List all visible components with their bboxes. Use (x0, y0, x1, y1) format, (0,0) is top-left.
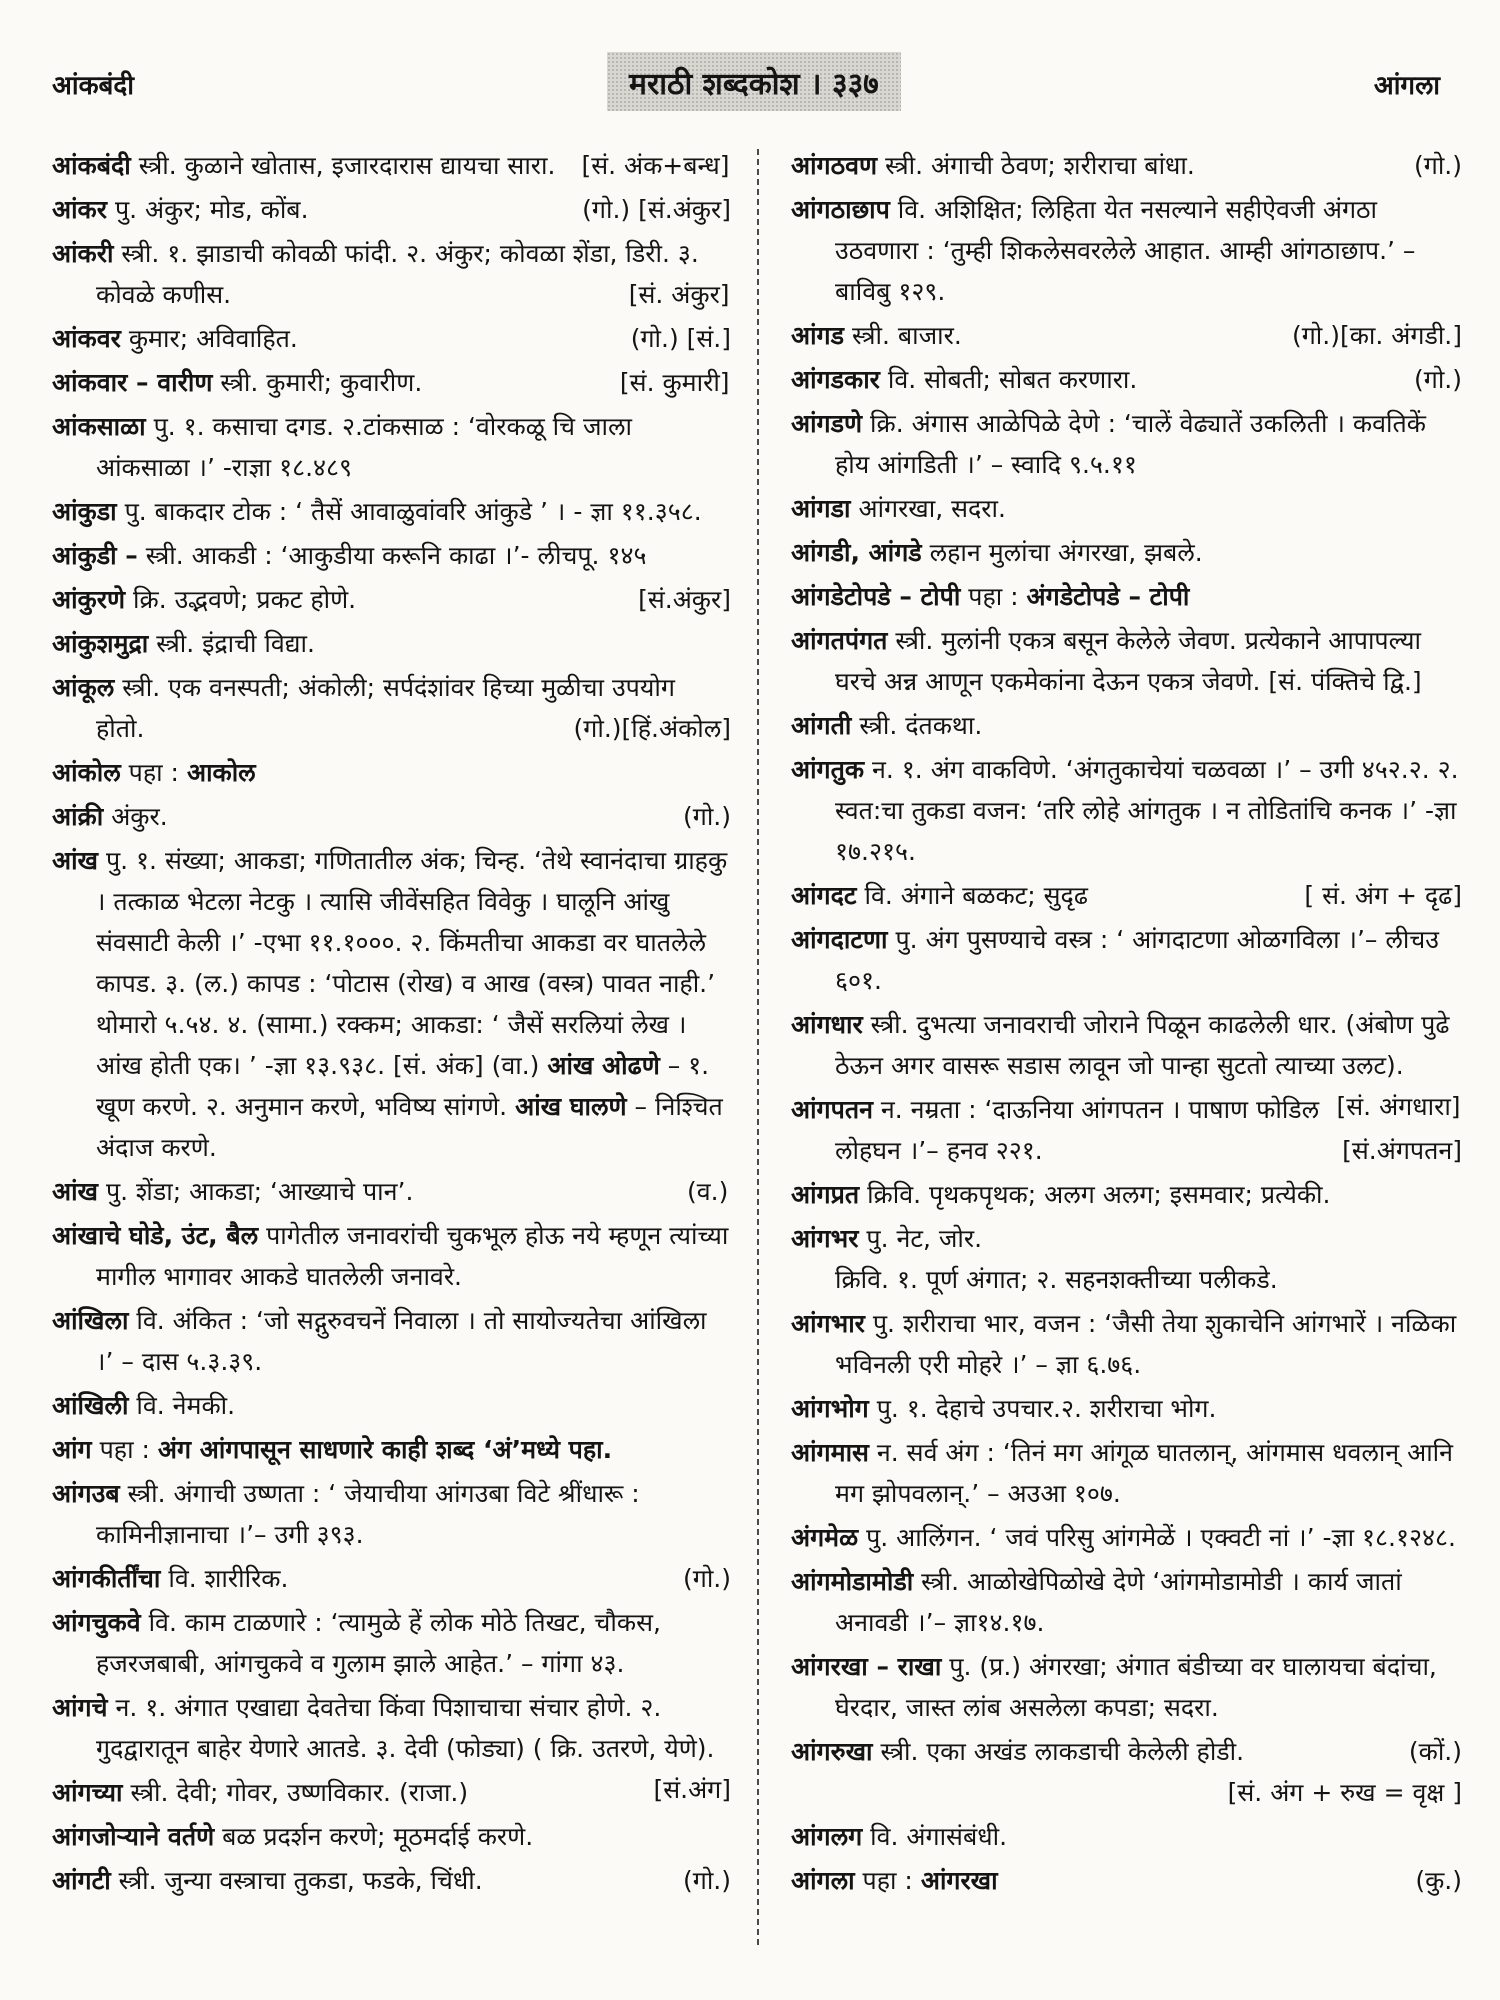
dict-entry (791, 1432, 1462, 1514)
page-header (0, 0, 1500, 111)
dict-entry (52, 491, 731, 532)
dict-entry (52, 840, 731, 1168)
entry-body: स्त्री. मुलांनी एकत्र बसून केलेले जेवण. प्रत्येकाने आपापल्या घरचे अन्न आणून एकमेकांना देऊन एकत्र जेवणे. [सं. पंक्तिचे द्वि.] (835, 626, 1422, 696)
dict-entry (52, 579, 731, 620)
entry-body: वि. काम टाळणारे : ‘त्यामुळे हें लोक मोठे तिखट, चौकस, हजरजबाबी, आंगचुकवे व गुलाम झाले आहेत.’ – गांगा ४३. (96, 1608, 661, 1678)
dict-entry (52, 1602, 731, 1684)
entry-headword: आंक्री (52, 802, 104, 831)
entry-body: वि. अंगासंबंधी. (870, 1822, 1008, 1851)
entry-body: क्रिवि. पृथकपृथक; अलग अलग; इसमवार; प्रत्येकी. (867, 1180, 1331, 1209)
entry-body: स्त्री. आकडी : ‘आकुडीया करूनि काढा ।’- लीचपू. १४५ (145, 541, 647, 570)
entry-body: स्त्री. बाजार. (851, 321, 962, 350)
entry-tag: (गो.) (682, 802, 731, 831)
entry-headword: आंगदाटणा (791, 925, 888, 954)
dict-entry (52, 189, 731, 230)
entry-body: वि. नेमकी. (136, 1391, 236, 1420)
entry-body: स्त्री. इंद्राची विद्या. (156, 629, 315, 658)
entry-tag: (कों.) (1408, 1737, 1462, 1766)
dict-entry (791, 403, 1462, 485)
entry-tag: (कु.) (1415, 1866, 1462, 1895)
entry-tag: [सं. अंक+बन्ध] (581, 151, 730, 180)
entry-body: पु. १. कसाचा दगड. २.टांकसाळ : ‘वोरकळू चि जाला आंकसाळा ।’ -राज्ञा १८.४८९ (96, 412, 632, 482)
entry-body: पहा : अंगडेटोपडे – टोपी (968, 582, 1190, 611)
entry-body: अंकुर. (111, 802, 168, 831)
entry-headword: आंगतपंगत (791, 626, 888, 655)
dict-entry (791, 145, 1462, 186)
entry-headword: आंकुशमुद्रा (52, 629, 149, 658)
entry-headword: आंगती (791, 711, 852, 740)
entry-headword: अंगमेळ (791, 1523, 859, 1552)
dict-entry (791, 1218, 1462, 1300)
entry-tag: (गो.)[हिं.अंकोल] (573, 714, 731, 743)
dict-entry (52, 796, 731, 837)
dict-entry (52, 1215, 731, 1297)
entry-headword: आंगभोग (791, 1394, 869, 1423)
dict-entry (52, 1816, 731, 1857)
entry-headword: आंगठवण (791, 151, 878, 180)
dict-entry (791, 189, 1462, 312)
entry-body: स्त्री. १. झाडाची कोवळी फांदी. २. अंकुर; कोवळा शेंडा, डिरी. ३. कोवळे कणीस. (96, 239, 699, 309)
entry-headword: आंगडकार (791, 365, 880, 394)
entry-headword: आंगलग (791, 1822, 863, 1851)
dict-entry (52, 535, 731, 576)
entry-body: स्त्री. एक वनस्पती; अंकोली; सर्पदंशांवर हिच्या मुळीचा उपयोग होतो. (96, 673, 675, 743)
dict-entry (791, 1816, 1462, 1857)
entry-body: स्त्री. अंगाची ठेवण; शरीराचा बांधा. (885, 151, 1195, 180)
entry-body: पु. शरीराचा भार, वजन : ‘जैसी तेया शुकाचेनि आंगभारें । नळिका भविनली एरी मोहरे ।’ – ज्ञा ६.७६. (835, 1309, 1457, 1379)
entry-headword: आंगठाछाप (791, 195, 890, 224)
entry-body: पु. नेट, जोर. क्रिवि. १. पूर्ण अंगात; २. सहनशक्तीच्या पलीकडे. (835, 1224, 1278, 1294)
entry-headword: आंगकीर्तींचा (52, 1564, 161, 1593)
dict-entry (52, 233, 731, 315)
entry-body: न. १. अंगात एखाद्या देवतेचा किंवा पिशाचाचा संचार होणे. २. गुदद्वारातून बाहेर येणारे आतडे. ३. देवी (फोड्या) ( क्रि. उतरणे, येणे). (96, 1693, 715, 1763)
entry-tag: (गो.) (1413, 151, 1462, 180)
entry-body: न. १. अंग वाकविणे. ‘अंगतुकाचेयां चळवळा ।’ – उगी ४५२.२. २. स्वत:चा तुकडा वजन: ‘तरि लोहे आंगतुक । न तोडितांचि कनक ।’ -ज्ञा १७.२१५. (835, 755, 1459, 866)
dict-entry (791, 315, 1462, 356)
entry-body: वि. अंगाने बळकट; सुदृढ (864, 881, 1088, 910)
dict-entry (52, 362, 731, 403)
entry-headword: आंगचुकवे (52, 1608, 141, 1637)
entry-body: स्त्री. कुळाने खोतास, इजारदारास द्यायचा सारा. (138, 151, 556, 180)
entry-headword: आंखिला (52, 1306, 129, 1335)
entry-headword: आंकर (52, 195, 107, 224)
entry-headword: आंगला (791, 1866, 855, 1895)
dict-entry (791, 1731, 1462, 1813)
dict-entry (791, 875, 1462, 916)
entry-body: न. नम्रता : ‘दाऊनिया आंगपतन । पाषाण फोडिल लोहघन ।’– हनव २२१. (835, 1095, 1320, 1165)
columns-container (0, 111, 1500, 1945)
entry-headword: आंकूल (52, 673, 115, 702)
dict-entry (791, 1517, 1462, 1558)
dict-entry (791, 532, 1462, 573)
entry-tag: [ सं. अंग + दृढ] (1304, 881, 1462, 910)
entry-headword: आंगतुक (791, 755, 865, 784)
entry-body: वि. सोबती; सोबत करणारा. (887, 365, 1138, 394)
entry-headword: आंगच्या (52, 1778, 123, 1807)
dict-entry (791, 620, 1462, 702)
entry-etymology: [सं. अंग + रुख = वृक्ष ] (1227, 1778, 1462, 1807)
dict-entry (52, 406, 731, 488)
entry-body: स्त्री. आळोखेपिळोखे देणे ‘आंगमोडामोडी । कार्य जातां अनावडी ।’– ज्ञा१४.१७. (835, 1567, 1402, 1637)
entry-body: क्रि. अंगास आळेपिळे देणे : ‘चालें वेढ्यातें उकलिती । कवतिकें होय आंगडिती ।’ – स्वादि ९.५.११ (835, 409, 1426, 479)
entry-headword: आंगधार (791, 1010, 863, 1039)
dict-entry (791, 488, 1462, 529)
entry-body: लहान मुलांचा अंगरखा, झबले. (929, 538, 1203, 567)
guide-word-left: आंकबंदी (52, 71, 134, 101)
entry-body: न. सर्व अंग : ‘तिनं मग आंगूळ घातलान्, आंगमास धवलान् आनि मग झोपवलान्.’ – अउआ १०७. (835, 1438, 1454, 1508)
entry-tag: (गो.) [सं.] (630, 324, 731, 353)
dict-entry (791, 359, 1462, 400)
entry-body: स्त्री. कुमारी; कुवारीण. (220, 368, 423, 397)
entry-headword: आंगडेटोपडे – टोपी (791, 582, 961, 611)
entry-body: क्रि. उद्भवणे; प्रकट होणे. (133, 585, 357, 614)
entry-headword: आंगडा (791, 494, 851, 523)
entry-tag: [सं. कुमारी] (619, 368, 730, 397)
dict-entry (52, 1860, 731, 1901)
entry-body: स्त्री. दुभत्या जनावराची जोराने पिळून काढलेली धार. (अंबोण पुढे ठेऊन अगर वासरू सडास लावून जो पान्हा सुटतो त्याच्या उलट). (835, 1010, 1450, 1080)
entry-headword: आंख (52, 1177, 99, 1206)
entry-body: वि. शारीरिक. (168, 1564, 289, 1593)
dict-entry (791, 1561, 1462, 1643)
dict-entry (791, 576, 1462, 617)
entry-headword: आंगभर (791, 1224, 859, 1253)
entry-body: पहा : आकोल (128, 758, 256, 787)
dict-entry (52, 1473, 731, 1555)
left-column (52, 145, 757, 1945)
entry-headword: आंखाचे घोडे, उंट, बैल (52, 1221, 259, 1250)
dict-entry (52, 1772, 731, 1813)
entry-headword: आंगमास (791, 1438, 869, 1467)
entry-body: पहा : अंग आंगपासून साधणारे काही शब्द ‘अं’मध्ये पहा. (99, 1435, 613, 1464)
right-column (759, 145, 1462, 1945)
entry-body: स्त्री. एका अखंड लाकडाची केलेली होडी. (880, 1737, 1245, 1766)
entry-headword: आंकवर (52, 324, 121, 353)
entry-headword: आंगउब (52, 1479, 120, 1508)
entry-body: स्त्री. दंतकथा. (859, 711, 983, 740)
entry-headword: आंगरुखा (791, 1737, 873, 1766)
dict-entry (52, 1429, 731, 1470)
entry-body: पागेतील जनावरांची चुकभूल होऊ नये म्हणून त्यांच्या मागील भागावर आकडे घातलेली जनावरे. (96, 1221, 729, 1291)
entry-headword: आंख (52, 846, 99, 875)
entry-headword: आंकोल (52, 758, 121, 787)
entry-body: पु. अंकुर; मोड, कोंब. (114, 195, 309, 224)
entry-headword: आंकसाळा (52, 412, 146, 441)
entry-body: कुमार; अविवाहित. (128, 324, 298, 353)
entry-headword: आंगपतन (791, 1095, 873, 1124)
dict-entry (791, 705, 1462, 746)
entry-headword: आंगमोडामोडी (791, 1567, 914, 1596)
entry-headword: आंग (52, 1435, 92, 1464)
entry-tag: [सं. अंगधारा] (1336, 1092, 1461, 1121)
entry-headword: आंखिली (52, 1391, 129, 1420)
dict-entry (52, 1385, 731, 1426)
entry-tag: [सं.अंकुर] (638, 585, 731, 614)
dict-entry (52, 623, 731, 664)
entry-body: पु. शेंडा; आकडा; ‘आख्याचे पान’. (105, 1177, 414, 1206)
entry-body: वि. अशिक्षित; लिहिता येत नसल्याने सहीऐवजी अंगठा उठवणारा : ‘तुम्ही शिकलेसवरलेले आहात. आम्ही आंगठाछाप.’ – बाविबु १२९. (835, 195, 1416, 306)
entry-tag: [सं.अंग] (653, 1775, 731, 1804)
dict-entry (791, 749, 1462, 872)
entry-headword: आंगडणे (791, 409, 863, 438)
dict-entry (52, 318, 731, 359)
entry-tag: (गो.)[का. अंगडी.] (1291, 321, 1462, 350)
dict-entry: आंख पु. शेंडा; आकडा; ‘आख्याचे पान’. (व.) (52, 1177, 729, 1206)
entry-body: पहा : आंगरखा (862, 1866, 998, 1895)
entry-headword: आंकुरणे (52, 585, 126, 614)
entry-headword: आंगप्रत (791, 1180, 860, 1209)
entry-tag: (गो.) (1413, 365, 1462, 394)
entry-tag: [सं.अंगपतन] (1342, 1136, 1462, 1165)
page-title: मराठी शब्दकोश । ३३७ (607, 52, 901, 111)
entry-headword: आंगजोऱ्याने वर्तणे (52, 1822, 215, 1851)
dict-entry (52, 667, 731, 749)
entry-body: पु. बाकदार टोक : ‘ तैसें आवाळुवांवरि आंकुडे ’ । - ज्ञा ११.३५८. (124, 497, 702, 526)
entry-body: पु. अंग पुसण्याचे वस्त्र : ‘ आंगदाटणा ओळगविला ।’– लीचउ ६०१. (835, 925, 1439, 995)
guide-word-right: आंगला (1373, 71, 1440, 101)
entry-headword: आंकुडी – (52, 541, 138, 570)
entry-headword: आंगड (791, 321, 845, 350)
entry-body: वि. अंकित : ‘जो सद्गुरुवचनें निवाला । तो सायोज्यतेचा आंखिला ।’ – दास ५.३.३९. (96, 1306, 707, 1376)
entry-body: स्त्री. देवी; गोवर, उष्णविकार. (राजा.) (130, 1778, 469, 1807)
entry-body: स्त्री. जुन्या वस्त्राचा तुकडा, फडके, चिंधी. (118, 1866, 483, 1895)
entry-body: पु. १. संख्या; आकडा; गणितातील अंक; चिन्ह. ‘तेथे स्वानंदाचा ग्राहकु । तत्काळ भेटला नेटकु । त्यासि जीवेंसहित विवेकु । घालूनि आंखु संवसाटी केली ।’ -एभा ११.१०००. २. किंमतीचा आकडा वर घातलेले कापड. ३. (ल.) कापड : ‘पोटास (रोख) व आख (वस्त्र) पावत नाही.’ थोमारो ५.५४. ४. (सामा.) रक्कम; आकडा: ‘ जैसें सरलियां लेख । आंख होती एक। ’ -ज्ञा १३.९३८. [सं. अंक] (वा.) आंख ओढणे – १. खूण करणे. २. अनुमान करणे, भविष्य सांगणे. आंख घालणे – निश्चित अंदाज करणे. (96, 846, 728, 1162)
entry-headword: आंगभार (791, 1309, 865, 1338)
entry-headword: आंकबंदी (52, 151, 131, 180)
dict-entry (791, 1646, 1462, 1728)
entry-headword: आंगचे (52, 1693, 108, 1722)
dict-entry (52, 1300, 731, 1382)
entry-body: पु. १. देहाचे उपचार.२. शरीराचा भोग. (876, 1394, 1217, 1423)
dict-entry (791, 1174, 1462, 1215)
dict-entry (52, 752, 731, 793)
entry-headword: आंगदट (791, 881, 857, 910)
entry-headword: आंकवार – वारीण (52, 368, 213, 397)
dict-entry (791, 1860, 1462, 1901)
entry-tag: (गो.) [सं.अंकुर] (582, 195, 731, 224)
entry-headword: आंगरखा – राखा (791, 1652, 942, 1681)
entry-headword: आंकरी (52, 239, 114, 268)
entry-tag: (गो.) (682, 1564, 731, 1593)
entry-body: पु. आलिंगन. ‘ जवं परिसु आंगमेळें । एक्वटी नां ।’ -ज्ञा १८.१२४८. (866, 1523, 1456, 1552)
entry-headword: आंकुडा (52, 497, 117, 526)
entry-body: आंगरखा, सदरा. (858, 494, 1006, 523)
entry-headword: आंगटी (52, 1866, 111, 1895)
dict-entry (52, 145, 731, 186)
entry-body: बळ प्रदर्शन करणे; मूठमर्दाई करणे. (222, 1822, 534, 1851)
entry-body: पु. (प्र.) अंगरखा; अंगात बंडीच्या वर घालायचा बंदांचा, घेरदार, जास्त लांब असलेला कपडा; सदरा. (835, 1652, 1437, 1722)
dict-entry (791, 1303, 1462, 1385)
entry-body: स्त्री. अंगाची उष्णता : ‘ जेयाचीया आंगउबा विटे श्रींधारू : कामिनीज्ञानाचा ।’– उगी ३९३. (96, 1479, 640, 1549)
entry-tag: [सं. अंकुर] (628, 280, 730, 309)
dict-entry (52, 1558, 731, 1599)
entry-headword: आंगडी, आंगडे (791, 538, 922, 567)
dict-entry (791, 919, 1462, 1001)
dict-entry (791, 1388, 1462, 1429)
entry-tag: (गो.) (682, 1866, 731, 1895)
